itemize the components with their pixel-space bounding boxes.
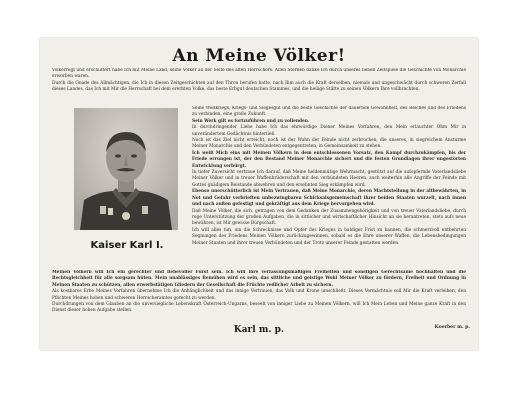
signature: Karl m. p. bbox=[233, 325, 285, 335]
paragraph: Ich weiß Mich eins mit Meinen Völkern in dem entschlossenen Vorsatz, den Kampf durchzukämpfen, bis der Friede errungen ist, der den Bestand Meiner Monarchie sichert und die festen Grundlagen ihrer ungestörten Entwicklung verbürgt. bbox=[192, 150, 466, 169]
proclamation-card bbox=[40, 38, 478, 350]
paragraph: Ebenso unerschütterlich ist Mein Vertrauen, daß Meine Monarchie, deren Machtstellung in der altbewährten, in Not und Gefahr verbrieften unbezwingbaren Schicksalsgemeinschaft ihrer beiden Staaten wurzelt, nach innen und nach außen gefestigt und gekräftigt aus dem Kriege hervorgehen wird. bbox=[192, 189, 466, 208]
document-title: An Meine Völker! bbox=[172, 46, 346, 66]
paragraph: In durchdringender Liebe habe Ich das ehrwürdige Diener Meines Vorfahren, den Mein erlauchter Ohm Mir in unverändertem Gedächtnis hinterließ. bbox=[192, 125, 466, 137]
countersignature: Koerber m. p. bbox=[434, 325, 470, 330]
main-text bbox=[192, 106, 466, 270]
paragraph: Durchdrungen von dem Glauben an die unversiegliche Lebenskraft Österreich-Ungarns, beseelt von inniger Liebe zu Meinen Völkern, will Ich Mein Leben und Meine ganze Kraft in den Dienst dieser hohen Aufgabe stellen. bbox=[52, 302, 466, 314]
paragraph: Ich will alles tun, um die Schrecknisse und Opfer des Krieges in baldiger Frist zu bannen, die schmerzvoll entbehrten Segnungen des Friedens Meinen Völkern zurückzugewinnen, sobald es die Ehre unserer Waffen, die Lebensbedingungen Meiner Staaten und ihrer treuen Verbündeten und der Trotz unserer Feinde gestatten werden. bbox=[192, 227, 466, 246]
paragraph: In tiefer Zuversicht vertraue Ich darauf, daß Meine heldenmütige Wehrmacht, gestützt auf die aufopfernde Vaterlandsliebe Meiner Völker und in treuer Waffenbrüderschaft mit den verbündeten Heeren, auch weiterhin alle Angriffe der Feinde mit Gottes gnädigem Beistande abwehren und den ersehnten Sieg erkämpfen wird. bbox=[192, 170, 466, 188]
paragraph: Als kostbares Erbe Meines Vorfahren übernehme Ich die Anhänglichkeit und das innige Vertrauen, das Volk und Krone umschließt. Dieses Vermächtnis soll Mir die Kraft verleihen, den Pflichten Meines hohen und schweren Herrscheramtes gerecht zu werden. bbox=[52, 289, 466, 301]
portrait-caption: Kaiser Karl I. bbox=[90, 240, 164, 251]
paragraph: Meinen Völkern will Ich ein gerechter und liebevoller Fürst sein. Ich will ihre verfassungsmäßigen Freiheiten und sonstigen Gerechtsame hochhalten und die Rechtsgleichheit für alle sorgsam hüten. Mein unablässiges Bemühen wird es sein, das sittliche und geistige Wohl Meiner Völker zu fördern, Freiheit und Ordnung in Meinen Staaten zu schützen, allen erwerbstätigen Gliedern der Gesellschaft die Früchte redlicher Arbeit zu sichern. bbox=[52, 270, 466, 288]
closing-text bbox=[52, 270, 466, 322]
paragraph: Sein Werk gilt es fortzuführen und zu vollenden. bbox=[192, 118, 310, 124]
portrait-image bbox=[74, 108, 178, 230]
paragraph: Durch die Gnade des Allmächtigen, die Ich in diesen Zeitgeschichten auf den Thron berufen hatte, nach Ihm auch die Kraft derselben, niemals und ungeschwächt durch schweren Zerfall dieses Landes, das Ich mit Mir die Herrschaft bei dem ererbten Volke, das beste Erbgut deutschen Stammes, und die heilige Stätte zu seinen Völkern Ihre vollbrachten. bbox=[52, 80, 466, 93]
portrait-photo bbox=[74, 108, 178, 230]
paragraph: Daß Meine Völker, die sich, getragen von dem Gedanken der Zusammengehörigkeit und von treuer Vaterlandsliebe, durch rege Unterstützung der großen Aufgaben, die in sittlicher und wirtschaftlicher Hinsicht an sie herantreten, stets aufs neue bewähren, ist Mir gewisse Bürgschaft. bbox=[192, 208, 466, 227]
paragraph: Völkerregt und erschüttert habe Ich mit Meine Land, seine Völker an der Seite des alten Herrschers. Allen Sternen danke Ich durch unseres lieben Zeitspiele die Geschichte von Monarchie erworben waren. bbox=[52, 68, 466, 80]
paragraph: Noch ist das Ziel nicht erreicht, noch ist der Wahn der Feinde nicht zerbrochen, die unseres, in siegreichem Ansturme Meiner Monarchie und den Verbündeten entgegentreten, in Gemeinsamkeit zu stehen. bbox=[192, 138, 466, 150]
intro-text bbox=[52, 68, 466, 106]
paragraph: Seine Weltkriegs, Kriegs- und Siegesgut und die beste Geschichte der dauernde Gewohnheit, des Reiches und des Friedens zu verbinden, eine große Zukunft. bbox=[192, 106, 466, 118]
